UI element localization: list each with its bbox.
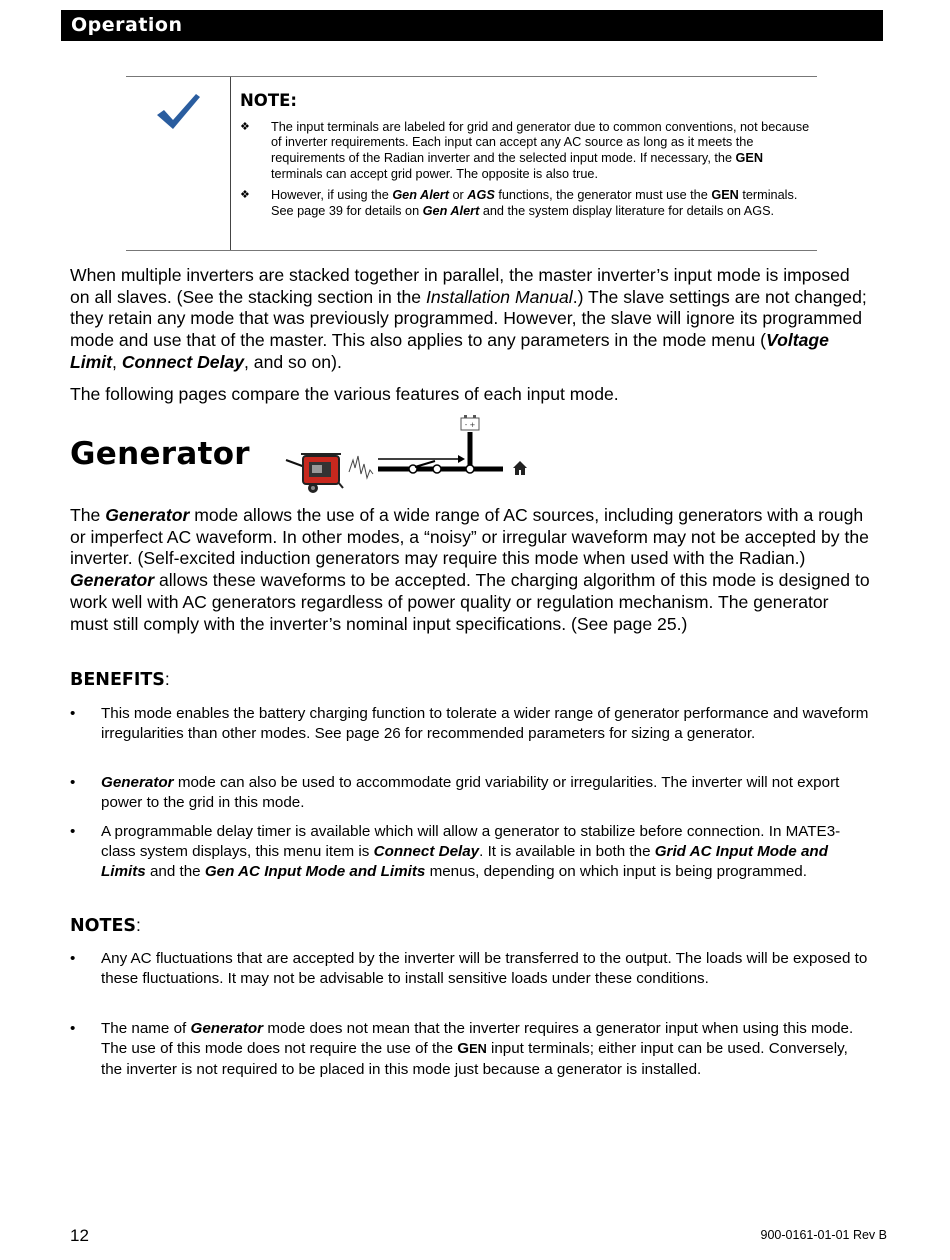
svg-text:- +: - + bbox=[464, 421, 476, 429]
note-title: NOTE: bbox=[240, 91, 297, 110]
house-icon bbox=[513, 461, 527, 475]
page-number: 12 bbox=[70, 1226, 89, 1245]
benefits-heading: BENEFITS: bbox=[70, 669, 170, 690]
irregular-waveform-icon bbox=[349, 456, 373, 478]
note-divider bbox=[230, 77, 231, 250]
diamond-bullet-icon: ❖ bbox=[240, 189, 250, 201]
list-item: • The name of Generator mode does not mean that the inverter requires a generator input when using this mode. The use of this mode does not require the use of the GEN input terminals; either input can be used. Conversely, the inverter is not required to be placed in this mode just because a generator is installed. bbox=[70, 1020, 854, 1078]
generator-paragraph: The Generator mode allows the use of a wide range of AC sources, including generators with a rough or imperfect AC waveform. In other modes, a “noisy” or irregular waveform may not be accepted by the inverter. (Self-excited induction generators may require this mode when used with the Radian.) Generator allows these waveforms to be accepted. The charging algorithm of this mode is designed to work well with AC generators regardless of power quality or regulation mechanism. The generator must still comply with the inverter’s nominal input specifications. (See page 25.) bbox=[70, 505, 870, 634]
generator-icon bbox=[286, 454, 343, 493]
bullet-icon: • bbox=[70, 705, 76, 722]
battery-icon bbox=[461, 415, 479, 430]
list-item: • Generator mode can also be used to accommodate grid variability or irregularities. The inverter will not export power to the grid in this mode. bbox=[70, 774, 840, 811]
list-item: • A programmable delay timer is available which will allow a generator to stabilize before connection. In MATE3-class system displays, this menu item is Connect Delay. It is available in both the Grid AC Input Mode and Limits and the Gen AC Input Mode and Limits menus, depending on which input is being programmed. bbox=[70, 823, 841, 880]
note-item: ❖ However, if using the Gen Alert or AGS functions, the generator must use the GEN terminals. See page 39 for details on Gen Alert and the system display literature for details on AGS. bbox=[240, 188, 798, 219]
compare-paragraph: The following pages compare the various features of each input mode. bbox=[70, 384, 619, 404]
section-header: Operation bbox=[61, 10, 883, 41]
notes-heading: NOTES: bbox=[70, 915, 141, 936]
bullet-icon: • bbox=[70, 774, 76, 791]
gen-terminal-label: GEN bbox=[735, 150, 764, 165]
document-id: 900-0161-01-01 Rev B bbox=[760, 1228, 887, 1242]
bullet-icon: • bbox=[70, 950, 76, 967]
gen-terminal-label: GEN bbox=[711, 188, 739, 202]
list-item: • Any AC fluctuations that are accepted by the inverter will be transferred to the output. The loads will be exposed to these fluctuations. It may not be advisable to install sensitive loads under these conditions. bbox=[70, 950, 868, 987]
bullet-icon: • bbox=[70, 823, 76, 840]
stacking-paragraph: When multiple inverters are stacked together in parallel, the master inverter’s input mode is imposed on all slaves. (See the stacking section in the Installation Manual.) The slave settings are not changed; they retain any mode that was previously programmed. However, the slave will ignore its programmed mode and use that of the master. This also applies to any parameters in the mode menu (Voltage Limit, Connect Delay, and so on). bbox=[70, 265, 867, 372]
diamond-bullet-icon: ❖ bbox=[240, 121, 250, 133]
section-title: Generator bbox=[70, 436, 250, 472]
checkmark-icon bbox=[154, 91, 202, 131]
gen-terminal-label: GEN bbox=[457, 1039, 487, 1057]
note-item: ❖ The input terminals are labeled for grid and generator due to common conventions, not because of inverter requirements. Each input can accept any AC source as long as it meets the requirements of the Radian inverter and the selected input mode. If necessary, the GEN terminals can accept grid power. The opposite is also true. bbox=[240, 120, 810, 182]
note-box bbox=[126, 76, 817, 251]
generator-mode-diagram bbox=[283, 412, 533, 496]
bullet-icon: • bbox=[70, 1020, 76, 1037]
list-item: • This mode enables the battery charging function to tolerate a wider range of generator performance and waveform irregularities than other modes. See page 26 for recommended parameters for sizing a generator. bbox=[70, 705, 869, 742]
